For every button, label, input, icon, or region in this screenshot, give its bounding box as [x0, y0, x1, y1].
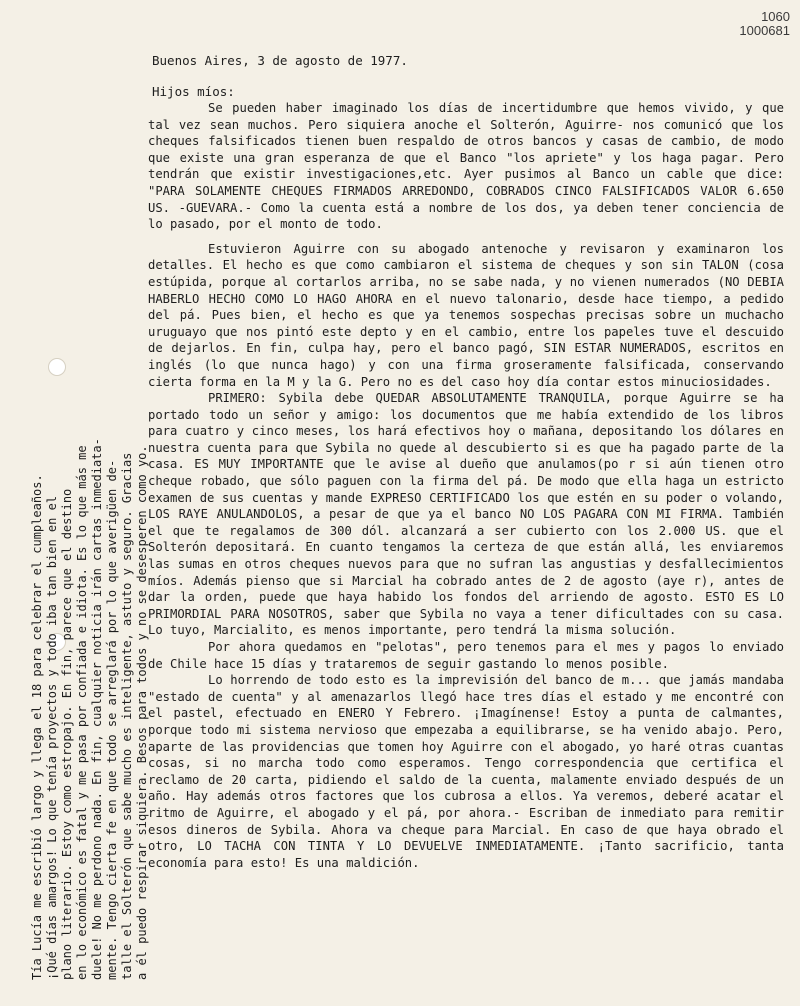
- archive-code-line2: 1000681: [739, 23, 790, 38]
- margin-note-line: a él puedo respirar siquiera. Besos para todos y no se desesperen como yo.: [135, 445, 149, 980]
- letter-salutation: Hijos míos:: [152, 84, 235, 99]
- archive-code: [739, 10, 790, 38]
- body-paragraph: PRIMERO: Sybila debe QUEDAR ABSOLUTAMENTE TRANQUILA, porque Aguirre se ha portado todo un señor y amigo: los documentos que me había extendido de los libros para cuatro y cinco meses, los hará efectivos hoy o mañana, depositando los dólares en nuestra cuenta para que Sybila no quede al descubierto si es que ha pagado parte de la casa. ES MUY IMPORTANTE que le avise al dueño que anulamos(po r si aún tienen otro cheque robado, que sólo paguen con la firma del pá. De modo que ella haga un estricto examen de sus cuentas y mande EXPRESO CERTIFICADO los que estén en su poder o volando, LOS RAYE ANULANDOLOS, a pesar de que ya el banco NO LOS PAGARA CON MI FIRMA. También el que te regalamos de 300 dól. alcanzará a ser cubierto con los 2.000 US. que el Solterón depositará. En cuanto tengamos la certeza de que están allá, les enviaremos las sumas en otros cheques nuevos para que no sufran las angustias y desfallecimientos míos. Además pienso que si Marcial ha cobrado antes de 2 de agosto (aye r), antes de dar la orden, puede que haya habido los fondos del arriendo de agosto. ESTO ES LO PRIMORDIAL PARA NOSOTROS, saber que Sybila no vaya a tener dificultades con su casa. Lo tuyo, Marcialito, es menos importante, pero tendrá la misma solución.: [148, 391, 784, 638]
- margin-note-line: en lo económico es fatal y me pasa por confiada e idiota. Es lo que más me: [75, 445, 89, 980]
- margin-note-line: ¡Qué días amargos! Lo que tenía proyectos y todo iba tan bien en el: [45, 495, 59, 980]
- margin-note-line: Tía Lucía me escribió largo y llega el 18 para celebrar el cumpleaños.: [30, 474, 44, 980]
- body-paragraph: Por ahora quedamos en "pelotas", pero tenemos para el mes y pagos lo enviado de Chile hace 15 días y trataremos de seguir gastando lo menos posible.: [148, 640, 784, 671]
- archive-code-line1: 1060: [761, 9, 790, 24]
- margin-note: [30, 100, 150, 980]
- margin-note-line: mente. Tengo cierta fe en que todo se arreglará por lo que averigüen de-: [105, 459, 119, 980]
- margin-note-line: talle el Solterón que sabe mucho es inteligente, astuto y seguro. Gracias: [120, 452, 134, 980]
- body-paragraph: Se pueden haber imaginado los días de incertidumbre que hemos vivido, y que tal vez sean muchos. Pero siquiera anoche el Solterón, Aguirre- nos comunicó que los cheques falsificados tienen buen respaldo de otros bancos y casas de cambio, de modo que existe una gran esperanza de que el Banco "los apriete" y los haga pagar. Pero tendrán que existir investigaciones,etc. Ayer pusimos al Banco un cable que dice: "PARA SOLAMENTE CHEQUES FIRMADOS ARREDONDO, COBRADOS CINCO FALSIFICADOS VALOR 6.650 US. -GUEVARA.- Como la cuenta está a nombre de los dos, ya deben tener conciencia de lo pasado, por el monto de todo.: [148, 101, 784, 232]
- letter-date: Buenos Aires, 3 de agosto de 1977.: [152, 53, 408, 68]
- body-paragraph: Estuvieron Aguirre con su abogado antenoche y revisaron y examinaron los detalles. El hecho es que como cambiaron el sistema de cheques y son sin TALON (cosa estúpida, porque al cortarlos arriba, no se sabe nada, y no vienen numerados (NO DEBIA HABERLO HECHO COMO LO HAGO AHORA en el nuevo talonario, desde hace tiempo, a pedido del pá. Pues bien, el hecho es que ya tenemos sospechas precisas sobre un muchacho uruguayo que nos pintó este depto y en el cambio, entre los papeles tuve el descuido de dejarlos. En fin, culpa hay, pero el banco pagó, SIN ESTAR NUMERADOS, escritos en inglés (lo que nunca hago) y con una firma groseramente falsificada, conservando cierta forma en la M y la G. Pero no es del caso hoy día contar estos minuciosidades.: [148, 241, 784, 389]
- body-paragraph: Lo horrendo de todo esto es la imprevisión del banco de m... que jamás mandaba "estado de cuenta" y al amenazarlos llegó hace tres días el estado y me encontré con el pastel, efectuado en ENERO Y Febrero. ¡Imagínense! Estoy a punta de calmantes, porque todo mi sistema nervioso que empezaba a equilibrarse, se ha venido abajo. Pero, aparte de las providencias que tomen hoy Aguirre con el abogado, yo haré otras cuantas cosas, si no marcha todo como esperamos. Tengo correspondencia que certifica el reclamo de 20 carta, pidiendo el saldo de la cuenta, malamente enviado después de un año. Hay además otros factores que los cubrosa a ellos. Ya veremos, deberé acatar el ritmo de Aguirre, el abogado y el pá, por ahora.- Escriban de inmediato para remitir esos dineros de Sybila. Ahora va cheque para Marcial. En caso de que haya obrado el otro, LO TACHA CON TINTA Y LO DEVUELVE INMEDIATAMENTE. ¡Tanto sacrificio, tanta economía para esto! Es una maldición.: [148, 673, 784, 870]
- margin-note-line: duele! No me perdono nada. En fin, cualquier noticia irán cartas inmediata-: [90, 438, 104, 980]
- margin-note-line: plano literario. Estoy como estropajo. En fin, parece que el destino: [60, 488, 74, 980]
- letter-body: [148, 100, 784, 871]
